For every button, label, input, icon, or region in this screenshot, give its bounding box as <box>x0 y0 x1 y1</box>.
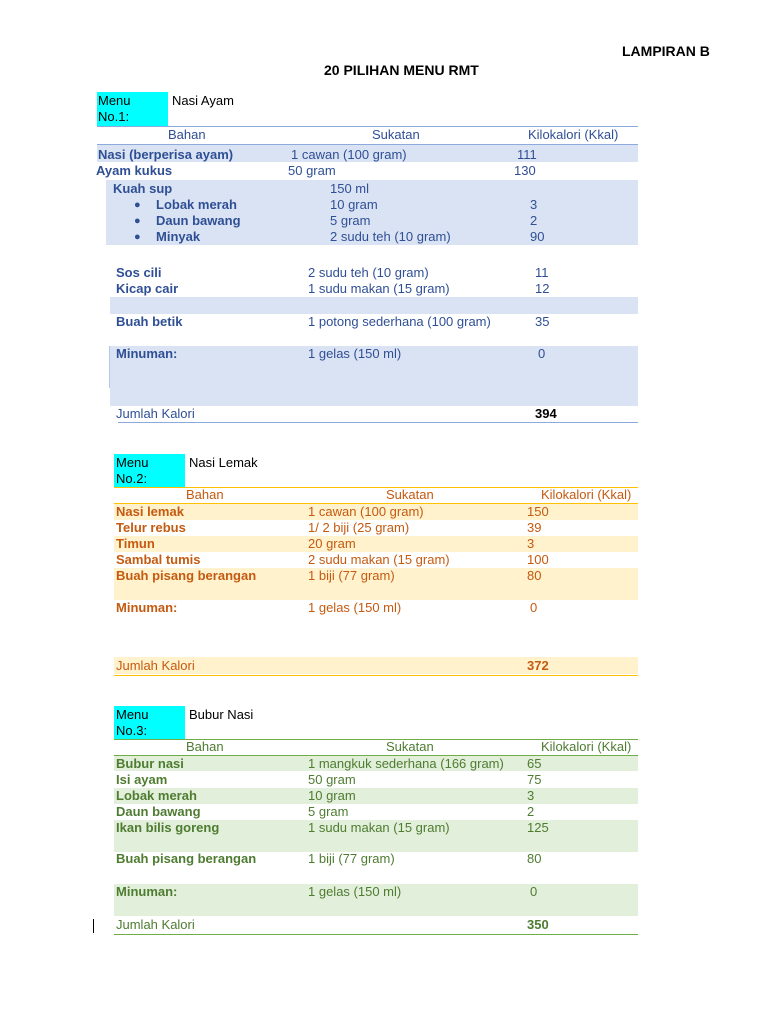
ingredient-name: Minyak <box>156 229 201 244</box>
total-value: 394 <box>535 406 557 421</box>
ingredient-name: Minuman: <box>116 884 178 899</box>
col-calories: Kilokalori (Kkal) <box>541 739 632 754</box>
ingredient-kcal: 3 <box>527 536 535 551</box>
ingredient-measure: 2 sudu makan (15 gram) <box>308 552 450 567</box>
ingredient-measure: 50 gram <box>308 772 356 787</box>
ingredient-measure: 1 biji (77 gram) <box>308 568 395 583</box>
total-label: Jumlah Kalori <box>116 658 195 673</box>
ingredient-name: Telur rebus <box>116 520 186 535</box>
ingredient-name: Lobak merah <box>156 197 237 212</box>
ingredient-kcal: 100 <box>527 552 549 567</box>
ingredient-measure: 1 gelas (150 ml) <box>308 346 402 361</box>
ingredient-measure: 2 sudu teh (10 gram) <box>308 265 429 280</box>
ingredient-name: Isi ayam <box>116 772 168 787</box>
menu-label: Menu No.2: <box>116 455 149 486</box>
ingredient-name: Buah pisang berangan <box>116 568 257 583</box>
ingredient-kcal: 0 <box>530 884 538 899</box>
ingredient-name: Nasi (berperisa ayam) <box>98 147 234 162</box>
ingredient-name: Buah pisang berangan <box>116 851 257 866</box>
ingredient-kcal: 11 <box>535 265 549 280</box>
ingredient-kcal: 39 <box>527 520 542 535</box>
total-value: 372 <box>527 658 549 673</box>
ingredient-kcal: 150 <box>527 504 549 519</box>
ingredient-name: Bubur nasi <box>116 756 184 771</box>
ingredient-kcal: 90 <box>530 229 545 244</box>
menu-name: Nasi Lemak <box>189 455 258 470</box>
appendix-label: LAMPIRAN B <box>622 43 710 59</box>
ingredient-measure: 1 gelas (150 ml) <box>308 884 402 899</box>
ingredient-measure: 1 sudu makan (15 gram) <box>308 820 450 835</box>
col-measure: Sukatan <box>386 487 434 502</box>
total-label: Jumlah Kalori <box>116 406 195 421</box>
menu-name: Nasi Ayam <box>172 93 234 108</box>
ingredient-measure: 1/ 2 biji (25 gram) <box>308 520 410 535</box>
menu-label: Menu No.1: <box>98 93 131 124</box>
ingredient-kcal: 3 <box>527 788 535 803</box>
ingredient-measure: 1 biji (77 gram) <box>308 851 395 866</box>
ingredient-measure: 2 sudu teh (10 gram) <box>330 229 451 244</box>
ingredient-name: Minuman: <box>116 346 178 361</box>
total-rule <box>118 422 638 423</box>
ingredient-kcal: 12 <box>535 281 550 296</box>
ingredient-measure: 1 cawan (100 gram) <box>308 504 424 519</box>
total-value: 350 <box>527 917 549 932</box>
ingredient-measure: 20 gram <box>308 536 356 551</box>
ingredient-kcal: 130 <box>514 163 536 178</box>
ingredient-name: Timun <box>116 536 155 551</box>
ingredient-kcal: 3 <box>530 197 538 212</box>
ingredient-name: Minuman: <box>116 600 178 615</box>
ingredient-name: Sambal tumis <box>116 552 201 567</box>
ingredient-measure: 150 ml <box>330 181 370 196</box>
ingredient-name: Sos cili <box>116 265 162 280</box>
ingredient-measure: 10 gram <box>330 197 378 212</box>
page-title: 20 PILIHAN MENU RMT <box>324 62 479 78</box>
ingredient-name: Buah betik <box>116 314 183 329</box>
ingredient-kcal: 125 <box>527 820 549 835</box>
ingredient-name: Daun bawang <box>116 804 201 819</box>
ingredient-kcal: 80 <box>527 851 542 866</box>
ingredient-name: Kuah sup <box>113 181 173 196</box>
ingredient-kcal: 0 <box>530 600 538 615</box>
ingredient-name: Kicap cair <box>116 281 179 296</box>
menu-name: Bubur Nasi <box>189 707 254 722</box>
ingredient-name: Ayam kukus <box>96 163 173 178</box>
ingredient-kcal: 2 <box>530 213 538 228</box>
ingredient-measure: 1 mangkuk sederhana (166 gram) <box>308 756 504 771</box>
bullet-icon: ● <box>134 231 141 243</box>
total-rule <box>114 934 638 935</box>
col-calories: Kilokalori (Kkal) <box>528 127 619 142</box>
ingredient-name: Lobak merah <box>116 788 197 803</box>
ingredient-measure: 1 potong sederhana (100 gram) <box>308 314 491 329</box>
ingredient-measure: 1 gelas (150 ml) <box>308 600 402 615</box>
col-ingredient: Bahan <box>186 739 224 754</box>
total-label: Jumlah Kalori <box>116 917 195 932</box>
col-measure: Sukatan <box>372 127 420 142</box>
ingredient-measure: 5 gram <box>308 804 349 819</box>
ingredient-kcal: 65 <box>527 756 542 771</box>
ingredient-measure: 1 sudu makan (15 gram) <box>308 281 450 296</box>
ingredient-kcal: 2 <box>527 804 535 819</box>
ingredient-measure: 50 gram <box>288 163 336 178</box>
col-ingredient: Bahan <box>168 127 206 142</box>
row-band <box>110 297 638 314</box>
ingredient-name: Daun bawang <box>156 213 241 228</box>
band-edge <box>109 346 110 388</box>
ingredient-kcal: 75 <box>527 772 542 787</box>
ingredient-measure: 10 gram <box>308 788 356 803</box>
col-measure: Sukatan <box>386 739 434 754</box>
total-rule <box>114 675 638 676</box>
ingredient-name: Nasi lemak <box>116 504 184 519</box>
ingredient-name: Ikan bilis goreng <box>116 820 220 835</box>
ingredient-kcal: 0 <box>538 346 546 361</box>
bullet-icon: ● <box>134 199 141 211</box>
ingredient-kcal: 80 <box>527 568 542 583</box>
row-band <box>114 536 638 552</box>
col-ingredient: Bahan <box>186 487 224 502</box>
ingredient-kcal: 35 <box>535 314 550 329</box>
ingredient-kcal: 111 <box>517 147 537 162</box>
col-calories: Kilokalori (Kkal) <box>541 487 632 502</box>
bullet-icon: ● <box>134 215 141 227</box>
menu-label: Menu No.3: <box>116 707 149 738</box>
ingredient-measure: 5 gram <box>330 213 371 228</box>
ingredient-measure: 1 cawan (100 gram) <box>291 147 407 162</box>
text-cursor <box>93 919 94 933</box>
